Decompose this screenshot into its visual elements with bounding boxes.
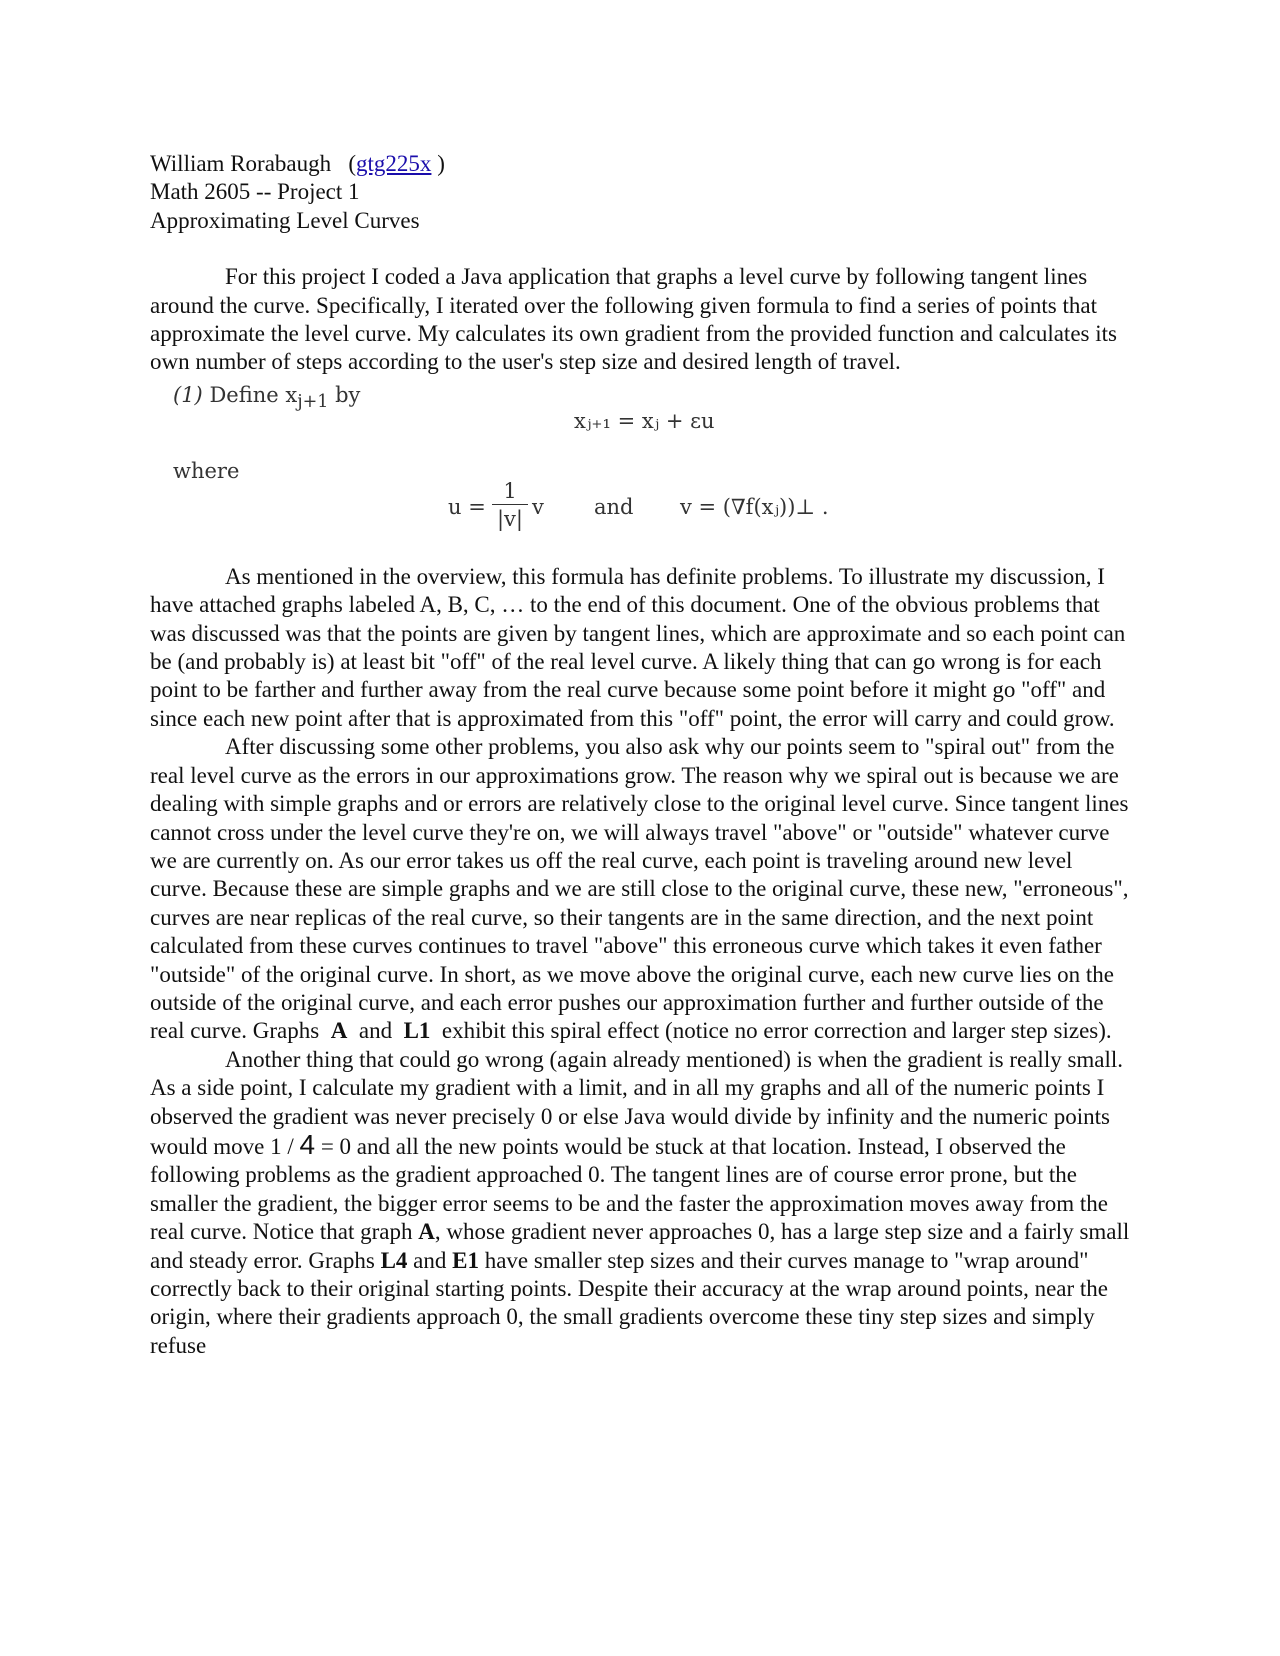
gradient-text-c: , whose gradient never approaches 0, has a large step size and a fairly small and steady error. Graphs	[150, 1219, 1130, 1273]
formula-number: (1)	[173, 382, 203, 407]
author-line: William Rorabaugh (gtg225x )	[150, 151, 445, 176]
course-line: Math 2605 -- Project 1	[150, 179, 360, 205]
graph-ref-l4: L4	[380, 1247, 408, 1273]
paragraph-gradient	[150, 1046, 1130, 1360]
document-title: Approximating Level Curves	[150, 207, 420, 233]
formula-definitions	[448, 477, 1008, 537]
formula-update-equation: xⱼ₊₁ = xⱼ + εu	[574, 408, 715, 433]
gradient-text-b: = 0 and all the new points would be stuck at that location. Instead, I observed the following problems as the gradient approached 0. The tangent lines are of course error prone, but the smaller the gradient, the bigger error seems to be and the faster the approximation moves away from the real curve. Notice that graph	[150, 1133, 1109, 1245]
formula-u-rhs: v	[532, 494, 544, 519]
graph-ref-e1: E1	[452, 1247, 479, 1273]
infinity-symbol: 4	[299, 1128, 316, 1160]
spiral-text: After discussing some other problems, you also ask why our points seem to "spiral out" from the real level curve as the errors in our approximations grow. The reason why we spiral out is because we are dealing with simple graphs and or errors are relatively close to the original level curve. Since tangent lines cannot cross under the level curve they're on, we will always travel "above" or "outside" whatever curve we are currently on. As our error takes us off the real curve, each point is traveling around new level curve. Because these are simple graphs and we are still close to the original curve, these new, "erroneous", curves are near replicas of the real curve, so their tangents are in the same direction, and the next point calculated from these curves continues to travel "above" this erroneous curve which takes it even father "outside" of the original curve. In short, as we move above the original curve, each new curve lies on the outside of the original curve, and each error pushes our approximation further and further outside of the real curve. Graphs	[150, 734, 1129, 1044]
user-id-link[interactable]: gtg225x	[356, 151, 432, 176]
formula-u-lhs: u =	[448, 494, 486, 519]
author-name: William Rorabaugh	[150, 151, 332, 176]
gradient-text-d: and	[413, 1247, 447, 1273]
spiral-tail: exhibit this spiral effect (notice no error correction and larger step sizes).	[441, 1018, 1112, 1044]
formula-define-text: Define x	[209, 382, 298, 407]
formula-define-by: by	[335, 382, 361, 407]
paragraph-spiral	[150, 733, 1130, 1045]
gradient-text-e: have smaller step sizes and their curves manage to "wrap around" correctly back to their original starting points. Despite their accuracy at the wrap around points, near the origin, where their gradients approach 0, the small gradients overcome these tiny step sizes and simply refuse	[150, 1247, 1108, 1358]
spacer	[150, 235, 1130, 263]
formula-v-definition: v = (∇f(xⱼ))⊥ .	[680, 494, 829, 519]
formula-define-sub: j+1	[297, 392, 329, 413]
fraction-numerator: 1	[503, 478, 517, 503]
formula-fraction	[492, 477, 528, 533]
paragraph-problems: As mentioned in the overview, this formula has definite problems. To illustrate my discussion, I have attached graphs labeled A, B, C, … to the end of this document. One of the obvious problems that was discussed was that the points are given by tangent lines, which are approximate and so each point can be (and probably is) at least bit "off" of the real level curve. A likely thing that can go wrong is for each point to be farther and further away from the real curve because some point before it might go "off" and since each new point after that is approximated from this "off" point, the error will carry and could grow.	[150, 563, 1126, 731]
graph-ref-l1: L1	[403, 1018, 431, 1044]
graph-ref-a2: A	[418, 1219, 435, 1245]
intro-paragraph: For this project I coded a Java application that graphs a level curve by following tangent lines around the curve. Specifically, I iterated over the following given formula to find a series of points that approximate the level curve. My calculates its own gradient from the provided function and calculates its own number of steps according to the user's step size and desired length of travel.	[150, 264, 1117, 375]
document-page	[150, 150, 1130, 1360]
formula-where: where	[173, 458, 240, 483]
spiral-and: and	[358, 1018, 393, 1044]
graph-ref-a: A	[330, 1018, 348, 1044]
fraction-denominator: |v|	[496, 506, 523, 531]
formula-define-line	[173, 381, 360, 417]
formula-image	[148, 377, 1180, 563]
formula-and: and	[594, 494, 634, 519]
gradient-text-a: Another thing that could go wrong (again already mentioned) is when the gradient is really small. As a side point, I calculate my gradient with a limit, and in all my graphs and all of the numeric points I observed the gradient was never precisely 0 or else Java would divide by infinity and the numeric points would move 1 /	[150, 1046, 1124, 1159]
